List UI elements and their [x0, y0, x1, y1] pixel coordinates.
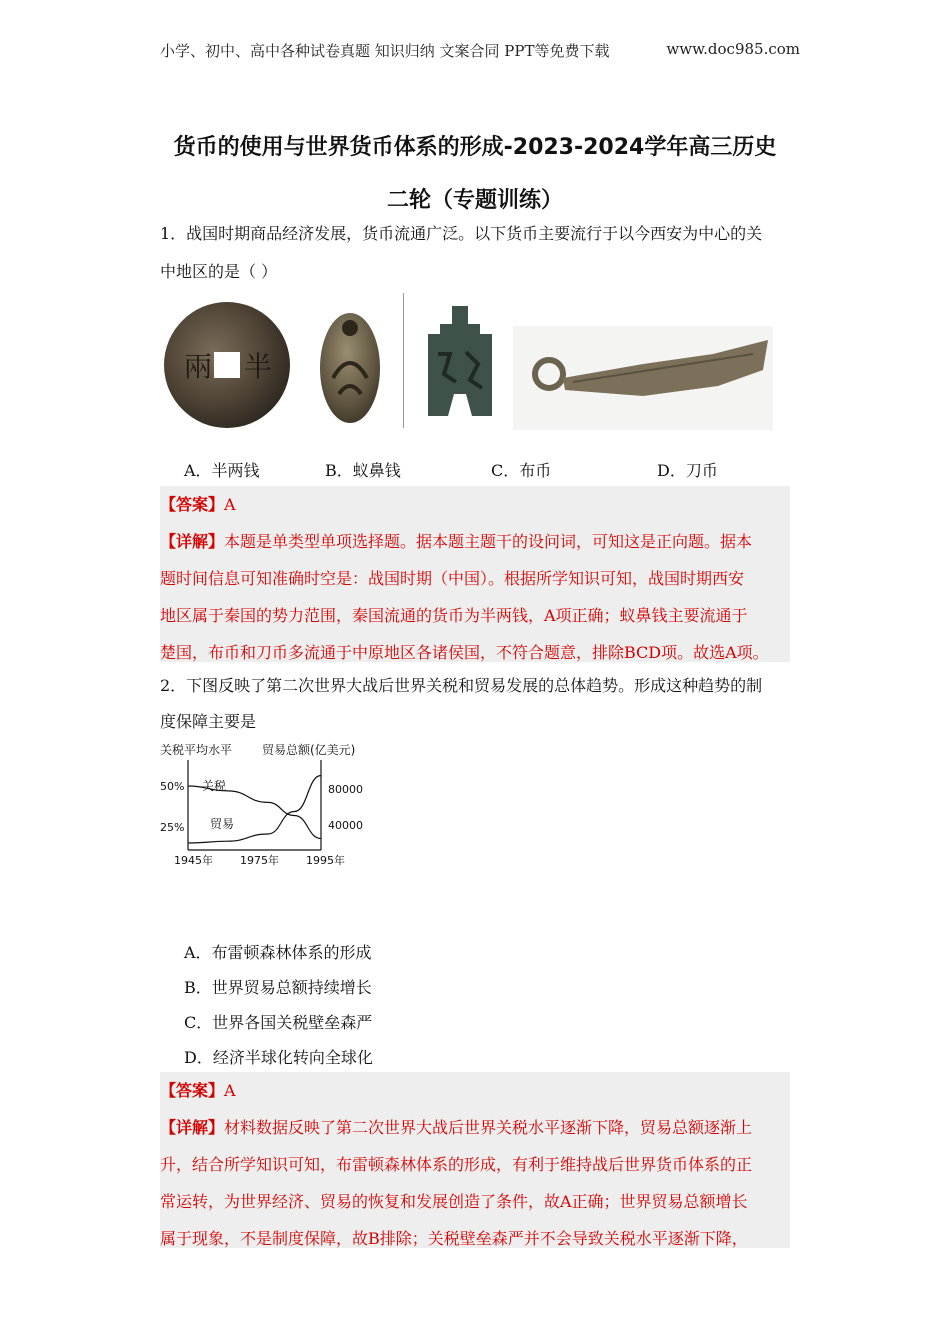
- coin-char-right: 半: [244, 350, 273, 383]
- banliang-coin-image: [162, 300, 292, 430]
- page-header: [160, 40, 800, 61]
- tariff-trade-chart: [158, 740, 378, 870]
- daobi-knife-image: [513, 326, 773, 430]
- header-url[interactable]: www.doc985.com: [666, 40, 800, 58]
- q1-answer-label: 【答案】: [160, 495, 225, 514]
- q2-detail-line-4: 属于现象，不是制度保障，故B排除；关税壁垒森严并不会导致关税水平逐渐下降，: [160, 1229, 748, 1248]
- x-tick-1995: 1995年: [306, 854, 345, 867]
- q2-answer-label: 【答案】: [160, 1081, 225, 1100]
- q1-stem-line2: 中地区的是（ ）: [160, 262, 278, 281]
- q1-answer-value: A: [224, 495, 236, 514]
- q1-detail-line-4: 楚国，布币和刀币多流通于中原地区各诸侯国，不符合题意，排除BCD项。故选A项。: [160, 643, 769, 662]
- q2-answer-line: [160, 1072, 790, 1109]
- q2-stem-line2: 度保障主要是: [160, 712, 257, 731]
- q2-detail-line-2: 升，结合所学知识可知，布雷顿森林体系的形成，有利于维持战后世界货币体系的正: [160, 1155, 753, 1174]
- q2-option-b[interactable]: B．世界贸易总额持续增长: [184, 978, 372, 997]
- y-right-tick-40000: 40000: [328, 819, 363, 832]
- q1-detail-label: 【详解】: [160, 532, 225, 551]
- y-right-label: 贸易总额(亿美元): [262, 743, 356, 757]
- q1-detail-line-2: 题时间信息可知准确时空是：战国时期（中国）。根据所学知识可知，战国时期西安: [160, 569, 745, 588]
- doc-title-line2: 二轮（专题训练）: [386, 188, 563, 213]
- y-left-label: 关税平均水平: [160, 743, 233, 757]
- q2-detail-label: 【详解】: [160, 1118, 225, 1137]
- q2-option-c[interactable]: C．世界各国关税壁垒森严: [184, 1013, 373, 1032]
- q2-option-d[interactable]: D．经济半球化转向全球化: [184, 1048, 373, 1067]
- q2-option-a[interactable]: A．布雷顿森林体系的形成: [184, 943, 372, 962]
- x-tick-1945: 1945年: [174, 854, 213, 867]
- bubi-coin-image: [420, 304, 500, 428]
- q2-answer-block: [160, 1072, 790, 1248]
- q1-option-c[interactable]: C．布币: [491, 461, 552, 480]
- q1-option-a[interactable]: A．半两钱: [184, 461, 260, 480]
- x-tick-1975: 1975年: [240, 854, 279, 867]
- q1-answer-line: [160, 486, 790, 523]
- q1-option-b[interactable]: B．蚁鼻钱: [325, 461, 401, 480]
- yibi-coin-image: [315, 308, 385, 426]
- image-divider: [403, 293, 404, 428]
- series-label-tariff: 关税: [202, 779, 227, 793]
- doc-title-line1: 货币的使用与世界货币体系的形成-2023-2024学年高三历史: [173, 135, 777, 160]
- q2-stem-line1: 2．下图反映了第二次世界大战后世界关税和贸易发展的总体趋势。形成这种趋势的制: [160, 676, 763, 695]
- y-left-tick-25: 25%: [160, 821, 185, 834]
- q1-detail-line-1: 【详解】本题是单类型单项选择题。据本题主题干的设问词，可知这是正向题。据本: [160, 532, 753, 551]
- series-label-trade: 贸易: [210, 817, 235, 831]
- q1-stem-line1: 1．战国时期商品经济发展，货币流通广泛。以下货币主要流行于以今西安为中心的关: [160, 224, 763, 243]
- header-left-text: 小学、初中、高中各种试卷真题 知识归纳 文案合同 PPT等免费下载: [160, 42, 610, 60]
- q2-answer-value: A: [224, 1081, 236, 1100]
- q2-detail-line-3: 常运转，为世界经济、贸易的恢复和发展创造了条件，故A正确；世界贸易总额增长: [160, 1192, 748, 1211]
- q2-detail-line-1: 【详解】材料数据反映了第二次世界大战后世界关税水平逐渐下降，贸易总额逐渐上: [160, 1118, 753, 1137]
- y-right-tick-80000: 80000: [328, 783, 363, 796]
- tariff-line: [188, 786, 321, 839]
- y-left-tick-50: 50%: [160, 780, 185, 793]
- q1-option-d[interactable]: D．刀币: [657, 461, 718, 480]
- coin-char-left: 兩: [184, 350, 213, 383]
- q1-answer-block: [160, 486, 790, 662]
- q1-detail-line-3: 地区属于秦国的势力范围，秦国流通的货币为半两钱，A项正确；蚁鼻钱主要流通于: [160, 606, 748, 625]
